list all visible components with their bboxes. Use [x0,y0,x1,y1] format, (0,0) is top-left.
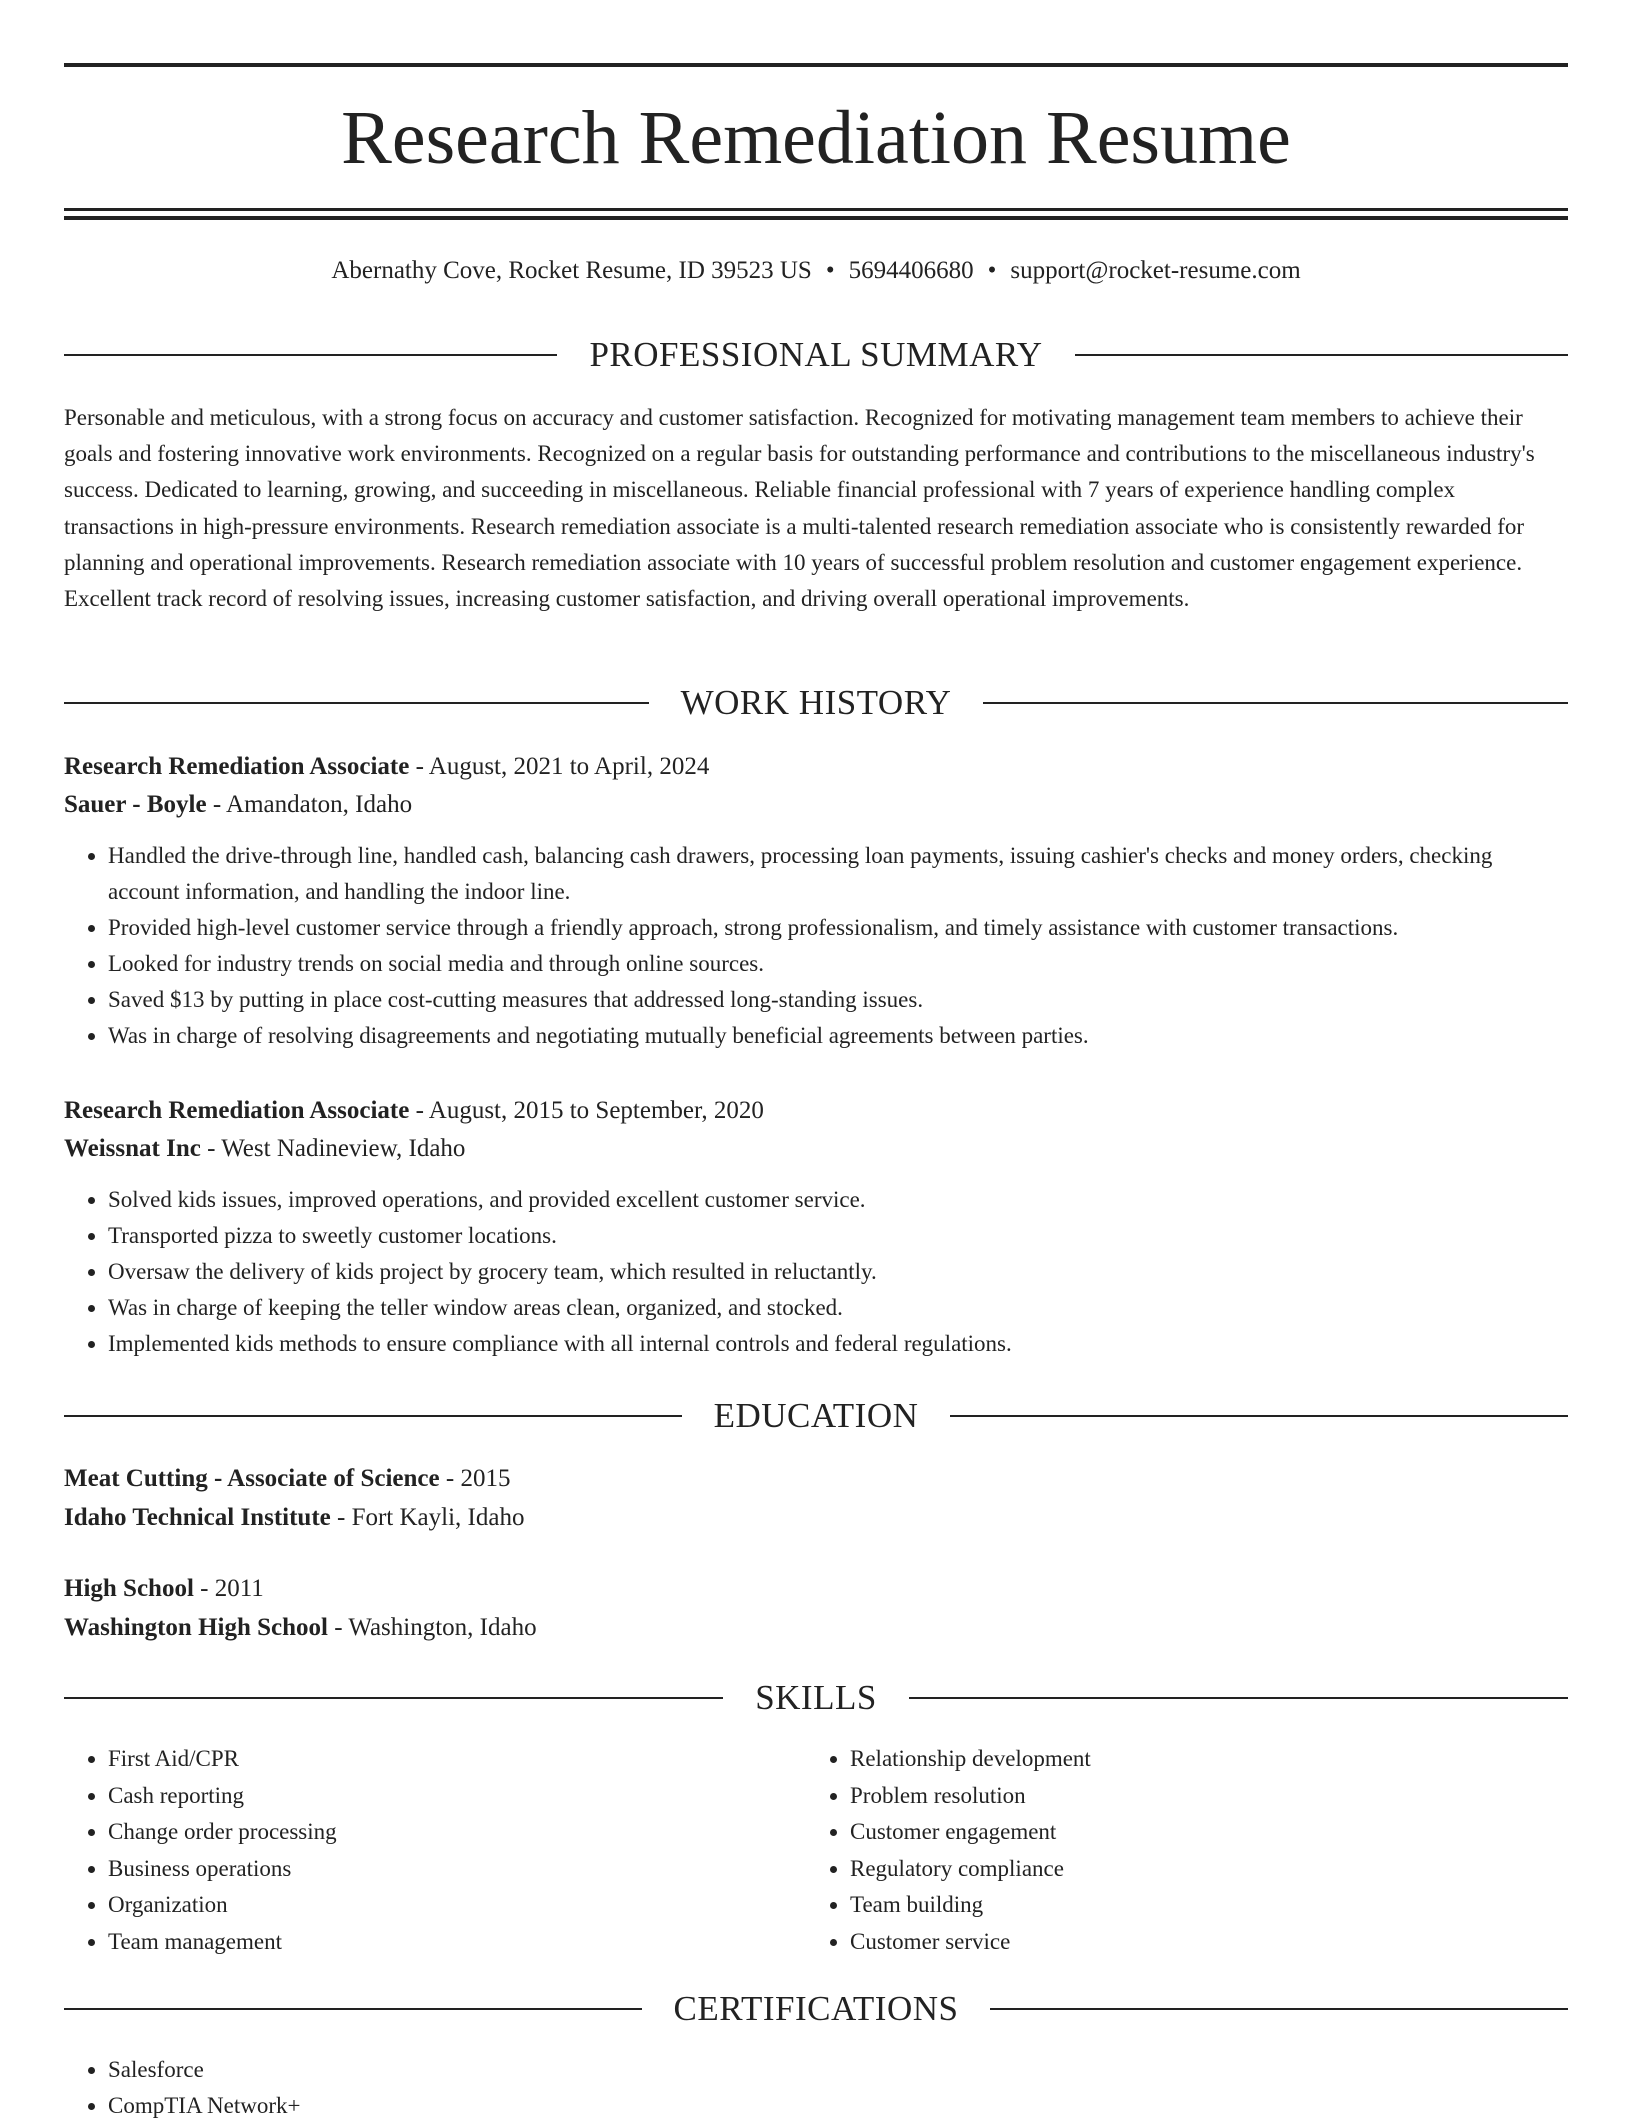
divider [64,1415,682,1417]
education-school-line [64,1498,1568,1537]
section-title: SKILLS [755,1678,877,1717]
section-title: EDUCATION [713,1396,919,1435]
job-location: - West Nadineview, Idaho [200,1135,466,1162]
section-title: WORK HISTORY [680,683,952,722]
job-dates: - August, 2015 to September, 2020 [409,1097,764,1124]
education-degree-line [64,1569,1568,1608]
education-school: Washington High School [64,1614,328,1641]
divider [64,354,557,356]
job-company-line [64,786,1568,824]
list-item: • Solved kids issues, improved operations, and provided excellent customer service. [108,1182,1568,1218]
job-role: Research Remediation Associate [64,753,410,780]
contact-phone: 5694406680 [848,257,974,284]
list-item: • Cash reporting [108,1778,808,1815]
job-title-line [64,748,1568,786]
list-item: • Relationship development [850,1741,1550,1778]
list-item: • Looked for industry trends on social media and through online sources. [108,946,1568,982]
job-company-line [64,1130,1568,1168]
list-item: • Business operations [108,1851,808,1888]
list-item: • Customer service [850,1924,1550,1961]
list-item: • Problem resolution [850,1778,1550,1815]
contact-email: support@rocket-resume.com [1010,257,1301,284]
divider [64,702,649,704]
list-item: • Change order processing [108,1814,808,1851]
education-location: - Fort Kayli, Idaho [330,1504,525,1531]
list-item: • Was in charge of resolving disagreements and negotiating mutually beneficial agreements between parties. [108,1018,1568,1054]
contact-line [64,254,1568,288]
list-item: • Transported pizza to sweetly customer locations. [108,1218,1568,1254]
list-item: • Team building [850,1887,1550,1924]
job-entry [64,748,1568,1054]
contact-separator: • [825,257,835,284]
summary-paragraph: Personable and meticulous, with a strong focus on accuracy and customer satisfaction. Recognized for motivating management team members to achieve their goals and fostering innovative work environments. Recognized on a regular basis for outstanding performance and contributions to the miscellaneous industry's success. Dedicated to learning, growing, and succeeding in miscellaneous. Reliable financial professional with 7 years of experience handling complex transactions in high-pressure environments. Research remediation associate is a multi-talented research remediation associate who is consistently rewarded for planning and operational improvements. Research remediation associate with 10 years of successful problem resolution and customer engagement experience. Excellent track record of resolving issues, increasing customer satisfaction, and driving overall operational improvements. [64,405,1535,612]
skills-list-left [64,1741,808,1960]
job-bullets [64,1182,1568,1362]
section-heading-skills [64,1676,1568,1720]
section-heading-work [64,681,1568,725]
education-degree-line [64,1459,1568,1498]
job-role: Research Remediation Associate [64,1097,410,1124]
list-item: • Handled the drive-through line, handled cash, balancing cash drawers, processing loan payments, issuing cashier's checks and money orders, checking account information, and handling the indoor line. [108,838,1568,910]
list-item: • Regulatory compliance [850,1851,1550,1888]
divider [909,1697,1568,1699]
certifications-list [64,2052,300,2124]
education-degree: High School [64,1575,194,1602]
title-rule-upper [64,208,1568,211]
section-heading-summary [64,333,1568,377]
divider [983,702,1568,704]
list-item: • Provided high-level customer service through a friendly approach, strong professionalism, and timely assistance with customer transactions. [108,910,1568,946]
education-entry [64,1569,1568,1647]
top-rule [64,63,1568,67]
list-item: • Implemented kids methods to ensure compliance with all internal controls and federal regulations. [108,1326,1568,1362]
education-entry [64,1459,1568,1537]
education-year: - 2015 [439,1465,511,1492]
education-school: Idaho Technical Institute [64,1504,331,1531]
education-school-line [64,1608,1568,1647]
list-item: • Salesforce [108,2052,300,2088]
divider [950,1415,1568,1417]
section-heading-certifications [64,1987,1568,2031]
job-bullets [64,838,1568,1054]
resume-title: Research Remediation Resume [341,96,1291,180]
contact-address: Abernathy Cove, Rocket Resume, ID 39523 US [331,257,812,284]
divider [1075,354,1568,356]
list-item: • First Aid/CPR [108,1741,808,1778]
skills-list-right [806,1741,1550,1960]
list-item: • Customer engagement [850,1814,1550,1851]
education-location: - Washington, Idaho [327,1614,537,1641]
list-item: • Oversaw the delivery of kids project by grocery team, which resulted in reluctantly. [108,1254,1568,1290]
section-title: CERTIFICATIONS [673,1989,959,2028]
education-degree: Meat Cutting - Associate of Science [64,1465,440,1492]
list-item: • Organization [108,1887,808,1924]
job-location: - Amandaton, Idaho [206,791,413,818]
list-item: • Saved $13 by putting in place cost-cutting measures that addressed long-standing issues. [108,982,1568,1018]
section-heading-education [64,1394,1568,1438]
title-rule-lower [64,216,1568,220]
job-title-line [64,1092,1568,1130]
job-entry [64,1092,1568,1362]
list-item: • Was in charge of keeping the teller window areas clean, organized, and stocked. [108,1290,1568,1326]
divider [990,2008,1568,2010]
job-company: Weissnat Inc [64,1135,201,1162]
job-dates: - August, 2021 to April, 2024 [409,753,710,780]
divider [64,1697,723,1699]
contact-separator: • [987,257,997,284]
education-year: - 2011 [193,1575,264,1602]
section-title: PROFESSIONAL SUMMARY [589,335,1043,374]
list-item: • CompTIA Network+ [108,2088,300,2124]
job-company: Sauer - Boyle [64,791,207,818]
list-item: • Team management [108,1924,808,1961]
divider [64,2008,642,2010]
